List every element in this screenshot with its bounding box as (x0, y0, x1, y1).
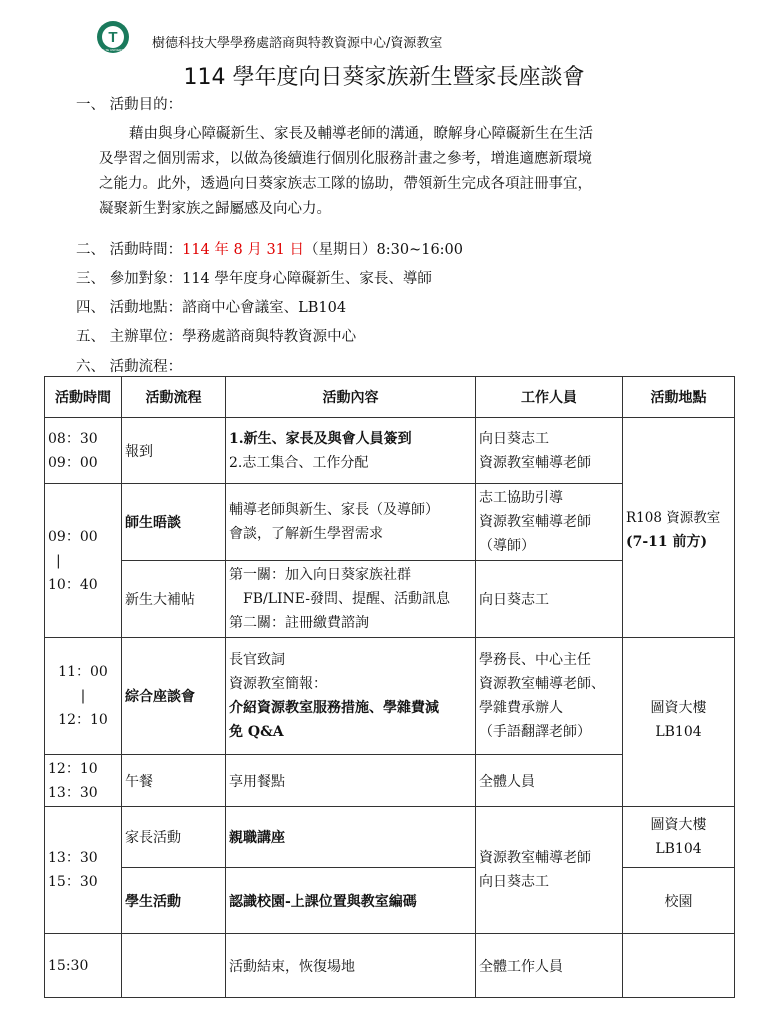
time-cell: 11：00 | 12：10 (45, 638, 122, 755)
header-staff: 工作人員 (476, 377, 623, 418)
content-cell: 第一關：加入向日葵家族社群 FB/LINE-發問、提醒、活動訊息 第二關：註冊繳費諮詢 (226, 561, 476, 638)
purpose-heading: 一、 活動目的： (76, 97, 183, 113)
purpose-line: 藉由與身心障礙新生、家長及輔導老師的溝通，瞭解身心障礙新生在生活 (129, 126, 593, 142)
flow-cell: 家長活動 (122, 807, 226, 868)
location-cell: 圖資大樓 LB104 (623, 807, 735, 868)
table-row (45, 638, 735, 755)
time-cell: 13：30 15：30 (45, 807, 122, 934)
content-cell: 1.新生、家長及與會人員簽到 2.志工集合、工作分配 (226, 418, 476, 484)
content-cell: 活動結束，恢復場地 (226, 934, 476, 998)
flow-cell: 綜合座談會 (122, 638, 226, 755)
staff-cell: 志工協助引導 資源教室輔導老師 （導師） (476, 484, 623, 561)
flow-heading: 六、 活動流程： (76, 359, 183, 375)
time-cell: 12：10 13：30 (45, 755, 122, 807)
flow-cell: 學生活動 (122, 868, 226, 934)
logo-brand: SHU-TE UNIVERSITY (97, 48, 129, 52)
header-flow: 活動流程 (122, 377, 226, 418)
document-header (0, 18, 768, 58)
purpose-line: 凝聚新生對家族之歸屬感及向心力。 (99, 201, 331, 217)
staff-cell: 學務長、中心主任 資源教室輔導老師、 學雜費承辦人 （手語翻譯老師） (476, 638, 623, 755)
header-time: 活動時間 (45, 377, 122, 418)
flow-cell: 報到 (122, 418, 226, 484)
organization-name: 樹德科技大學學務處諮商與特教資源中心/資源教室 (152, 36, 443, 51)
content-cell: 親職講座 (226, 807, 476, 868)
flow-cell: 師生晤談 (122, 484, 226, 561)
staff-cell: 向日葵志工 資源教室輔導老師 (476, 418, 623, 484)
activity-time-label: 二、 活動時間： (76, 242, 183, 258)
content-cell: 認識校園-上課位置與教室編碼 (226, 868, 476, 934)
content-cell: 長官致詞 資源教室簡報： 介紹資源教室服務措施、學雜費減 免 Q&A (226, 638, 476, 755)
table-row (45, 418, 735, 484)
staff-cell: 全體人員 (476, 755, 623, 807)
location-cell: 圖資大樓 LB104 (623, 638, 735, 807)
staff-cell: 向日葵志工 (476, 561, 623, 638)
purpose-line: 及學習之個別需求，以做為後續進行個別化服務計畫之參考，增進適應新環境 (99, 151, 592, 167)
content-cell: 輔導老師與新生、家長（及導師） 會談，了解新生學習需求 (226, 484, 476, 561)
university-logo-icon (96, 20, 130, 54)
staff-cell: 全體工作人員 (476, 934, 623, 998)
flow-cell: 午餐 (122, 755, 226, 807)
time-cell: 09：00 | 10：40 (45, 484, 122, 638)
activity-time (76, 238, 463, 259)
participants: 三、 參加對象：114 學年度身心障礙新生、家長、導師 (76, 271, 432, 287)
purpose-paragraph (99, 122, 679, 222)
table-row (45, 807, 735, 868)
location-cell: 校園 (623, 868, 735, 934)
table-row (45, 868, 735, 934)
location-cell (623, 934, 735, 998)
header-location: 活動地點 (623, 377, 735, 418)
staff-cell: 資源教室輔導老師 向日葵志工 (476, 807, 623, 934)
time-cell: 15:30 (45, 934, 122, 998)
flow-cell (122, 934, 226, 998)
table-header-row (45, 377, 735, 418)
content-cell: 享用餐點 (226, 755, 476, 807)
host-unit: 五、 主辦單位：學務處諮商與特教資源中心 (76, 329, 357, 345)
location: 四、 活動地點：諮商中心會議室、LB104 (76, 300, 347, 316)
table-row (45, 934, 735, 998)
schedule-table (44, 376, 735, 998)
logo-letter: T (108, 29, 118, 46)
header-content: 活動內容 (226, 377, 476, 418)
activity-time-rest: （星期日）8:30~16:00 (304, 242, 464, 258)
flow-cell: 新生大補帖 (122, 561, 226, 638)
time-cell: 08：30 09：00 (45, 418, 122, 484)
location-cell: R108 資源教室 (7-11 前方) (623, 418, 735, 638)
activity-date: 114 年 8 月 31 日 (182, 242, 305, 258)
purpose-line: 之能力。此外，透過向日葵家族志工隊的協助，帶領新生完成各項註冊事宜， (99, 176, 592, 192)
page-title: 114 學年度向日葵家族新生暨家長座談會 (183, 65, 585, 90)
